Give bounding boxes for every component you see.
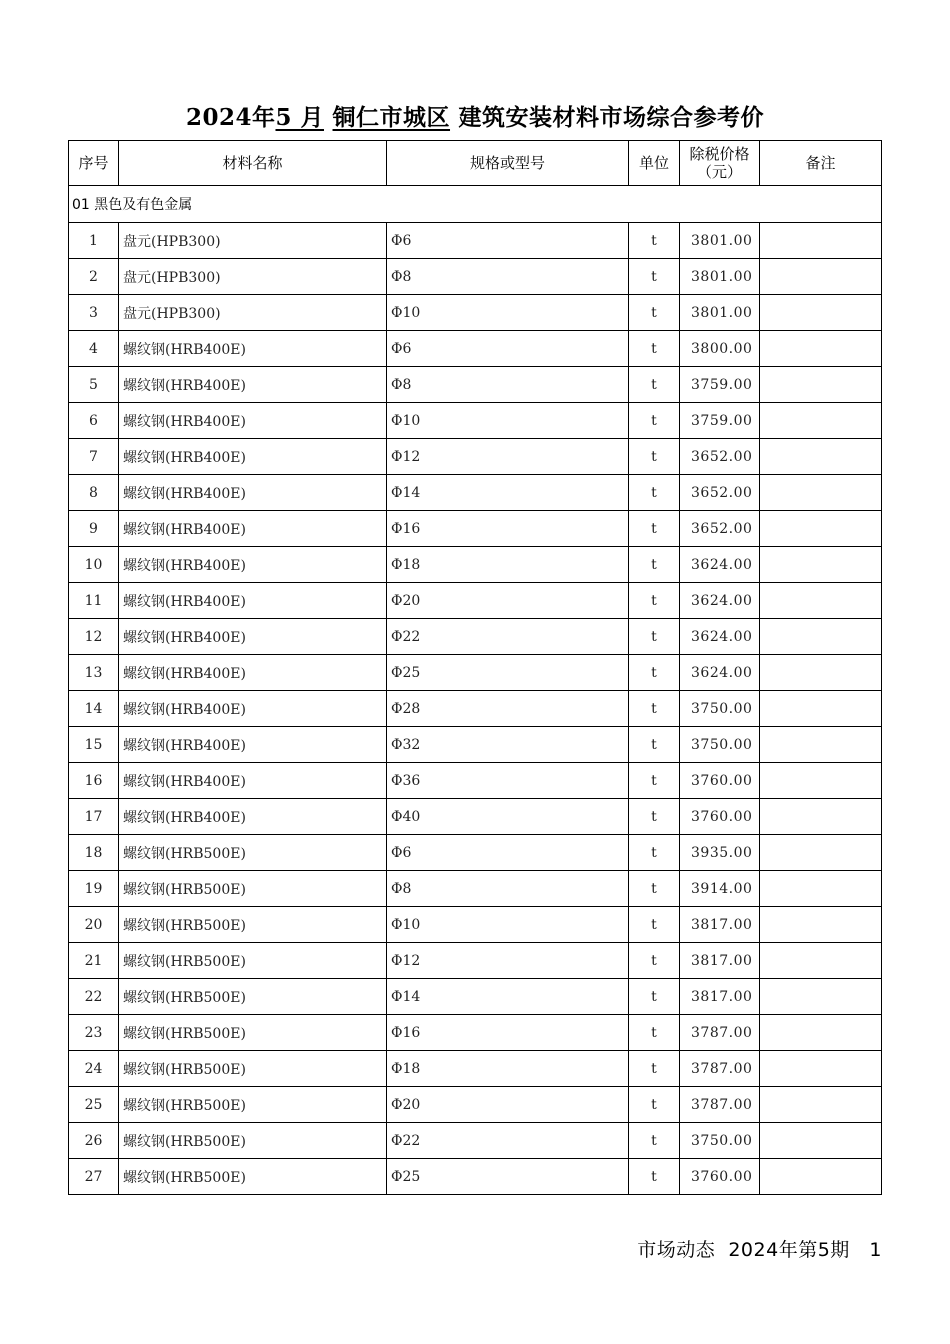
row-note xyxy=(760,583,882,619)
row-no: 19 xyxy=(69,871,119,907)
table-header-row xyxy=(69,141,882,186)
row-no: 22 xyxy=(69,979,119,1015)
table-row xyxy=(69,871,882,907)
row-unit: t xyxy=(629,583,680,619)
row-note xyxy=(760,727,882,763)
row-price: 3624.00 xyxy=(680,547,760,583)
row-spec: Φ16 xyxy=(387,511,629,547)
row-unit: t xyxy=(629,547,680,583)
header-price-line2: （元） xyxy=(696,163,742,181)
row-no: 10 xyxy=(69,547,119,583)
table-row xyxy=(69,907,882,943)
row-no: 3 xyxy=(69,295,119,331)
row-material-name: 盘元(HPB300) xyxy=(119,295,387,331)
row-note xyxy=(760,511,882,547)
row-material-name: 螺纹钢(HRB400E) xyxy=(119,691,387,727)
row-price: 3914.00 xyxy=(680,871,760,907)
table-row xyxy=(69,295,882,331)
row-no: 21 xyxy=(69,943,119,979)
row-note xyxy=(760,1159,882,1195)
row-material-name: 螺纹钢(HRB400E) xyxy=(119,727,387,763)
row-spec: Φ36 xyxy=(387,763,629,799)
row-note xyxy=(760,295,882,331)
row-material-name: 螺纹钢(HRB400E) xyxy=(119,403,387,439)
row-note xyxy=(760,1015,882,1051)
row-spec: Φ6 xyxy=(387,331,629,367)
row-no: 5 xyxy=(69,367,119,403)
row-no: 16 xyxy=(69,763,119,799)
table-row xyxy=(69,1015,882,1051)
row-spec: Φ10 xyxy=(387,295,629,331)
row-note xyxy=(760,763,882,799)
row-price: 3652.00 xyxy=(680,475,760,511)
row-price: 3750.00 xyxy=(680,691,760,727)
row-material-name: 螺纹钢(HRB500E) xyxy=(119,871,387,907)
header-price-line1: 除税价格 xyxy=(689,145,750,163)
row-spec: Φ8 xyxy=(387,367,629,403)
row-price: 3624.00 xyxy=(680,583,760,619)
header-name: 材料名称 xyxy=(119,141,387,186)
row-spec: Φ10 xyxy=(387,907,629,943)
row-unit: t xyxy=(629,1123,680,1159)
row-unit: t xyxy=(629,871,680,907)
row-material-name: 螺纹钢(HRB400E) xyxy=(119,367,387,403)
row-unit: t xyxy=(629,511,680,547)
row-material-name: 盘元(HPB300) xyxy=(119,259,387,295)
table-row xyxy=(69,223,882,259)
row-note xyxy=(760,619,882,655)
title-region: 铜仁市城区 xyxy=(332,104,451,131)
row-price: 3800.00 xyxy=(680,331,760,367)
row-material-name: 螺纹钢(HRB400E) xyxy=(119,763,387,799)
table-row xyxy=(69,331,882,367)
row-spec: Φ18 xyxy=(387,1051,629,1087)
row-price: 3817.00 xyxy=(680,907,760,943)
table-row xyxy=(69,1123,882,1159)
row-note xyxy=(760,223,882,259)
page-footer: 市场动态 2024年第5期 1 xyxy=(637,1239,882,1261)
title-month: 5 月 xyxy=(275,104,324,131)
row-spec: Φ22 xyxy=(387,619,629,655)
row-price: 3652.00 xyxy=(680,511,760,547)
table-row xyxy=(69,799,882,835)
table-row xyxy=(69,1087,882,1123)
table-row xyxy=(69,691,882,727)
table-row xyxy=(69,511,882,547)
row-spec: Φ18 xyxy=(387,547,629,583)
row-spec: Φ12 xyxy=(387,439,629,475)
row-unit: t xyxy=(629,367,680,403)
row-note xyxy=(760,367,882,403)
row-note xyxy=(760,403,882,439)
row-unit: t xyxy=(629,1087,680,1123)
row-unit: t xyxy=(629,223,680,259)
row-price: 3787.00 xyxy=(680,1015,760,1051)
row-note xyxy=(760,1051,882,1087)
row-no: 4 xyxy=(69,331,119,367)
row-price: 3750.00 xyxy=(680,727,760,763)
row-no: 23 xyxy=(69,1015,119,1051)
row-spec: Φ6 xyxy=(387,835,629,871)
row-note xyxy=(760,943,882,979)
row-note xyxy=(760,1087,882,1123)
row-material-name: 螺纹钢(HRB400E) xyxy=(119,619,387,655)
row-material-name: 螺纹钢(HRB400E) xyxy=(119,547,387,583)
title-subject: 建筑安装材料市场综合参考价 xyxy=(458,104,765,131)
row-material-name: 螺纹钢(HRB400E) xyxy=(119,583,387,619)
table-row xyxy=(69,655,882,691)
title-year: 2024年 xyxy=(185,104,276,131)
row-price: 3652.00 xyxy=(680,439,760,475)
row-material-name: 螺纹钢(HRB500E) xyxy=(119,943,387,979)
row-price: 3760.00 xyxy=(680,1159,760,1195)
row-no: 2 xyxy=(69,259,119,295)
row-note xyxy=(760,439,882,475)
row-unit: t xyxy=(629,763,680,799)
row-unit: t xyxy=(629,1159,680,1195)
row-material-name: 螺纹钢(HRB400E) xyxy=(119,655,387,691)
row-spec: Φ14 xyxy=(387,475,629,511)
row-price: 3787.00 xyxy=(680,1087,760,1123)
row-spec: Φ12 xyxy=(387,943,629,979)
header-price xyxy=(680,141,760,186)
row-material-name: 螺纹钢(HRB500E) xyxy=(119,1015,387,1051)
row-price: 3759.00 xyxy=(680,403,760,439)
header-note: 备注 xyxy=(760,141,882,186)
row-price: 3624.00 xyxy=(680,655,760,691)
row-unit: t xyxy=(629,907,680,943)
row-unit: t xyxy=(629,943,680,979)
row-unit: t xyxy=(629,1051,680,1087)
row-unit: t xyxy=(629,1015,680,1051)
row-material-name: 螺纹钢(HRB500E) xyxy=(119,1087,387,1123)
row-material-name: 螺纹钢(HRB500E) xyxy=(119,1159,387,1195)
price-table xyxy=(68,140,882,1195)
table-row xyxy=(69,1051,882,1087)
row-unit: t xyxy=(629,979,680,1015)
row-no: 12 xyxy=(69,619,119,655)
row-spec: Φ8 xyxy=(387,871,629,907)
row-unit: t xyxy=(629,619,680,655)
row-spec: Φ16 xyxy=(387,1015,629,1051)
row-no: 25 xyxy=(69,1087,119,1123)
row-unit: t xyxy=(629,655,680,691)
row-no: 27 xyxy=(69,1159,119,1195)
header-no: 序号 xyxy=(69,141,119,186)
row-material-name: 螺纹钢(HRB500E) xyxy=(119,1051,387,1087)
row-no: 18 xyxy=(69,835,119,871)
row-material-name: 螺纹钢(HRB400E) xyxy=(119,799,387,835)
row-price: 3624.00 xyxy=(680,619,760,655)
page-title xyxy=(0,99,950,132)
row-no: 11 xyxy=(69,583,119,619)
table-row xyxy=(69,475,882,511)
row-material-name: 螺纹钢(HRB400E) xyxy=(119,511,387,547)
row-no: 26 xyxy=(69,1123,119,1159)
row-price: 3801.00 xyxy=(680,259,760,295)
row-no: 7 xyxy=(69,439,119,475)
row-no: 9 xyxy=(69,511,119,547)
row-spec: Φ20 xyxy=(387,1087,629,1123)
row-note xyxy=(760,655,882,691)
row-spec: Φ8 xyxy=(387,259,629,295)
row-unit: t xyxy=(629,331,680,367)
row-spec: Φ32 xyxy=(387,727,629,763)
row-spec: Φ28 xyxy=(387,691,629,727)
row-note xyxy=(760,259,882,295)
row-no: 17 xyxy=(69,799,119,835)
row-unit: t xyxy=(629,727,680,763)
row-price: 3787.00 xyxy=(680,1051,760,1087)
row-no: 1 xyxy=(69,223,119,259)
row-material-name: 螺纹钢(HRB400E) xyxy=(119,331,387,367)
row-no: 24 xyxy=(69,1051,119,1087)
row-unit: t xyxy=(629,691,680,727)
row-price: 3935.00 xyxy=(680,835,760,871)
table-row xyxy=(69,943,882,979)
row-note xyxy=(760,331,882,367)
table-row xyxy=(69,727,882,763)
table-row xyxy=(69,835,882,871)
section-row xyxy=(69,186,882,223)
row-unit: t xyxy=(629,403,680,439)
row-price: 3760.00 xyxy=(680,799,760,835)
table-row xyxy=(69,259,882,295)
row-no: 14 xyxy=(69,691,119,727)
row-no: 20 xyxy=(69,907,119,943)
row-note xyxy=(760,1123,882,1159)
row-no: 13 xyxy=(69,655,119,691)
row-spec: Φ25 xyxy=(387,655,629,691)
row-note xyxy=(760,835,882,871)
row-price: 3801.00 xyxy=(680,223,760,259)
row-unit: t xyxy=(629,835,680,871)
row-note xyxy=(760,979,882,1015)
row-spec: Φ40 xyxy=(387,799,629,835)
row-spec: Φ10 xyxy=(387,403,629,439)
row-material-name: 螺纹钢(HRB400E) xyxy=(119,475,387,511)
row-price: 3759.00 xyxy=(680,367,760,403)
row-spec: Φ22 xyxy=(387,1123,629,1159)
table-row xyxy=(69,1159,882,1195)
row-spec: Φ6 xyxy=(387,223,629,259)
row-unit: t xyxy=(629,439,680,475)
table-row xyxy=(69,547,882,583)
header-spec: 规格或型号 xyxy=(387,141,629,186)
row-material-name: 螺纹钢(HRB500E) xyxy=(119,907,387,943)
row-no: 15 xyxy=(69,727,119,763)
row-note xyxy=(760,691,882,727)
table-row xyxy=(69,367,882,403)
row-price: 3817.00 xyxy=(680,979,760,1015)
row-no: 8 xyxy=(69,475,119,511)
row-material-name: 螺纹钢(HRB400E) xyxy=(119,439,387,475)
row-price: 3760.00 xyxy=(680,763,760,799)
row-material-name: 螺纹钢(HRB500E) xyxy=(119,979,387,1015)
table-row xyxy=(69,763,882,799)
table-row xyxy=(69,583,882,619)
row-note xyxy=(760,475,882,511)
table-row xyxy=(69,439,882,475)
row-price: 3817.00 xyxy=(680,943,760,979)
row-unit: t xyxy=(629,295,680,331)
row-spec: Φ14 xyxy=(387,979,629,1015)
row-spec: Φ25 xyxy=(387,1159,629,1195)
row-unit: t xyxy=(629,259,680,295)
header-unit: 单位 xyxy=(629,141,680,186)
row-unit: t xyxy=(629,475,680,511)
row-note xyxy=(760,871,882,907)
table-row xyxy=(69,403,882,439)
table-row xyxy=(69,619,882,655)
section-label: 01 黑色及有色金属 xyxy=(69,186,882,223)
row-material-name: 螺纹钢(HRB500E) xyxy=(119,835,387,871)
row-note xyxy=(760,547,882,583)
row-price: 3801.00 xyxy=(680,295,760,331)
row-material-name: 螺纹钢(HRB500E) xyxy=(119,1123,387,1159)
row-unit: t xyxy=(629,799,680,835)
table-row xyxy=(69,979,882,1015)
row-note xyxy=(760,907,882,943)
row-note xyxy=(760,799,882,835)
row-material-name: 盘元(HPB300) xyxy=(119,223,387,259)
row-no: 6 xyxy=(69,403,119,439)
row-spec: Φ20 xyxy=(387,583,629,619)
row-price: 3750.00 xyxy=(680,1123,760,1159)
